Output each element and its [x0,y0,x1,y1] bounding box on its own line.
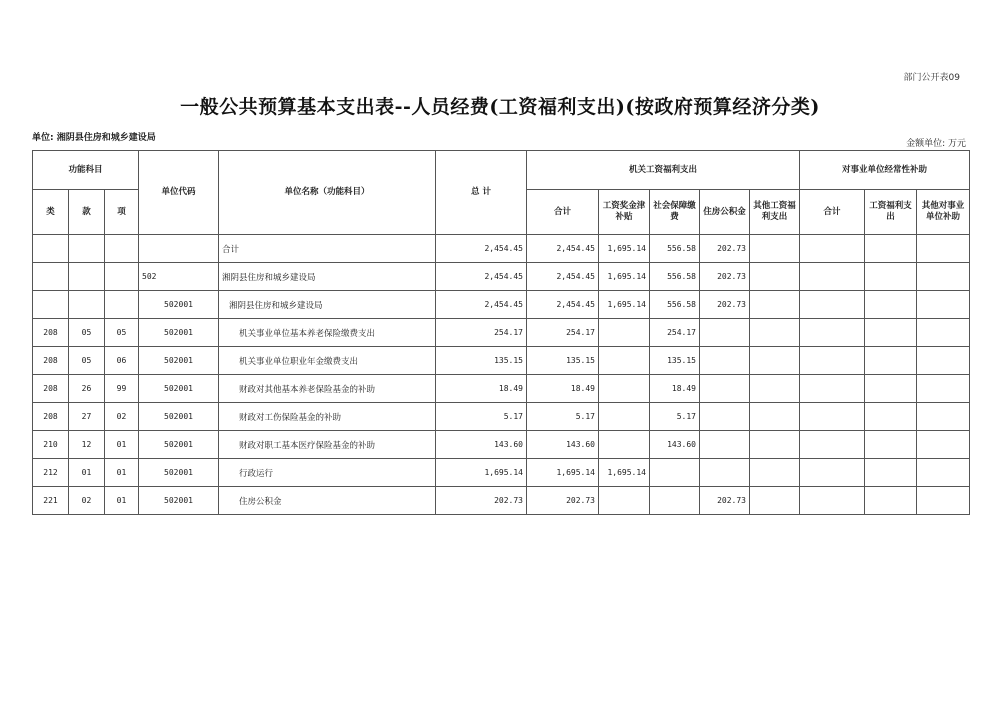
table-row [33,319,970,347]
cell-xiang: 99 [105,375,139,403]
currency-label: 金额单位: 万元 [906,139,966,149]
cell-total: 2,454.45 [436,291,527,319]
cell-code: 502001 [139,487,219,515]
cell-g1-other [750,263,800,291]
header-code: 单位代码 [139,151,219,235]
cell-g2-other [917,403,970,431]
table-row [33,459,970,487]
cell-code: 502001 [139,403,219,431]
cell-xiang: 02 [105,403,139,431]
cell-g1-total: 5.17 [527,403,599,431]
cell-g2-total [800,347,865,375]
cell-total: 254.17 [436,319,527,347]
cell-xiang [105,291,139,319]
header-g1-housing: 住房公积金 [700,190,750,235]
cell-g1-salary [599,319,650,347]
cell-g1-housing [700,403,750,431]
cell-g1-social [650,459,700,487]
cell-g2-salary [865,487,917,515]
cell-g1-other [750,431,800,459]
cell-g1-total: 202.73 [527,487,599,515]
cell-total: 2,454.45 [436,235,527,263]
cell-g2-salary [865,263,917,291]
cell-lei: 208 [33,319,69,347]
cell-g1-housing [700,347,750,375]
cell-kuan: 01 [69,459,105,487]
cell-kuan: 26 [69,375,105,403]
cell-code: 502001 [139,319,219,347]
cell-g2-other [917,235,970,263]
cell-g1-other [750,403,800,431]
cell-g2-total [800,487,865,515]
cell-code: 502001 [139,431,219,459]
page-title: 一般公共预算基本支出表--人员经费(工资福利支出)(按政府预算经济分类) [180,96,820,118]
table-row [33,431,970,459]
cell-g2-total [800,319,865,347]
cell-code [139,235,219,263]
cell-g2-total [800,235,865,263]
cell-xiang: 06 [105,347,139,375]
cell-code: 502001 [139,459,219,487]
cell-g2-salary [865,403,917,431]
cell-xiang [105,235,139,263]
cell-g2-other [917,459,970,487]
cell-g1-other [750,347,800,375]
cell-xiang: 05 [105,319,139,347]
header-total: 总 计 [436,151,527,235]
cell-lei: 208 [33,403,69,431]
cell-g1-other [750,291,800,319]
cell-g1-total: 135.15 [527,347,599,375]
cell-code: 502 [139,263,219,291]
cell-total: 2,454.45 [436,263,527,291]
cell-name: 财政对职工基本医疗保险基金的补助 [219,431,436,459]
cell-g1-social: 556.58 [650,235,700,263]
cell-total: 18.49 [436,375,527,403]
cell-g1-other [750,319,800,347]
cell-g1-total: 2,454.45 [527,291,599,319]
cell-g2-total [800,403,865,431]
cell-g1-housing: 202.73 [700,487,750,515]
cell-kuan [69,235,105,263]
table-row [33,487,970,515]
cell-g1-social: 556.58 [650,291,700,319]
cell-g1-social: 5.17 [650,403,700,431]
cell-g1-housing [700,319,750,347]
cell-g1-salary [599,403,650,431]
header-g2-total: 合计 [800,190,865,235]
cell-g1-social: 143.60 [650,431,700,459]
table-row [33,235,970,263]
cell-g2-other [917,319,970,347]
cell-xiang: 01 [105,487,139,515]
cell-total: 1,695.14 [436,459,527,487]
header-group2: 对事业单位经常性补助 [800,151,970,190]
cell-kuan: 05 [69,319,105,347]
cell-g2-salary [865,347,917,375]
cell-g1-salary: 1,695.14 [599,459,650,487]
cell-lei: 208 [33,375,69,403]
cell-g2-other [917,375,970,403]
cell-g1-salary: 1,695.14 [599,235,650,263]
cell-code: 502001 [139,291,219,319]
cell-g1-social [650,487,700,515]
cell-g2-other [917,431,970,459]
cell-name: 合计 [219,235,436,263]
table-row [33,263,970,291]
cell-xiang [105,263,139,291]
cell-g1-salary [599,487,650,515]
cell-g2-salary [865,319,917,347]
cell-g2-salary [865,375,917,403]
cell-kuan: 27 [69,403,105,431]
cell-g1-salary: 1,695.14 [599,291,650,319]
cell-g1-social: 556.58 [650,263,700,291]
cell-g1-housing [700,375,750,403]
budget-table [32,150,970,515]
cell-xiang: 01 [105,459,139,487]
table-row [33,291,970,319]
cell-g1-other [750,235,800,263]
cell-kuan: 05 [69,347,105,375]
cell-g2-total [800,431,865,459]
table-row [33,375,970,403]
cell-lei: 210 [33,431,69,459]
cell-g2-total [800,375,865,403]
cell-g2-total [800,459,865,487]
cell-lei [33,235,69,263]
cell-name: 湘阴县住房和城乡建设局 [219,263,436,291]
cell-g2-total [800,291,865,319]
cell-code: 502001 [139,347,219,375]
cell-total: 202.73 [436,487,527,515]
cell-g2-other [917,487,970,515]
cell-name: 机关事业单位职业年金缴费支出 [219,347,436,375]
cell-total: 5.17 [436,403,527,431]
unit-label: 单位: 湘阴县住房和城乡建设局 [32,133,156,143]
form-tag: 部门公开表09 [903,73,960,83]
cell-g1-housing: 202.73 [700,291,750,319]
cell-name: 湘阴县住房和城乡建设局 [219,291,436,319]
cell-g2-other [917,263,970,291]
header-g1-salary: 工资奖金津补贴 [599,190,650,235]
cell-g1-total: 1,695.14 [527,459,599,487]
cell-g1-salary [599,431,650,459]
cell-name: 行政运行 [219,459,436,487]
cell-g1-other [750,487,800,515]
cell-g2-total [800,263,865,291]
cell-g1-total: 2,454.45 [527,263,599,291]
cell-g1-housing [700,431,750,459]
cell-g1-total: 2,454.45 [527,235,599,263]
cell-g2-salary [865,291,917,319]
header-group1: 机关工资福利支出 [527,151,800,190]
cell-kuan: 02 [69,487,105,515]
cell-code: 502001 [139,375,219,403]
header-xiang: 项 [105,190,139,235]
cell-g1-social: 135.15 [650,347,700,375]
cell-g1-other [750,375,800,403]
header-g1-other: 其他工资福利支出 [750,190,800,235]
header-g2-salary: 工资福利支出 [865,190,917,235]
cell-g1-social: 18.49 [650,375,700,403]
cell-g1-housing: 202.73 [700,235,750,263]
cell-g1-salary [599,375,650,403]
cell-total: 135.15 [436,347,527,375]
cell-kuan: 12 [69,431,105,459]
table-row [33,403,970,431]
cell-g2-salary [865,431,917,459]
header-g2-other: 其他对事业单位补助 [917,190,970,235]
cell-g1-total: 254.17 [527,319,599,347]
cell-lei: 208 [33,347,69,375]
header-name: 单位名称（功能科目） [219,151,436,235]
cell-g1-total: 143.60 [527,431,599,459]
cell-g1-total: 18.49 [527,375,599,403]
cell-lei [33,291,69,319]
header-g1-social: 社会保障缴费 [650,190,700,235]
cell-total: 143.60 [436,431,527,459]
cell-g1-social: 254.17 [650,319,700,347]
cell-g1-housing: 202.73 [700,263,750,291]
header-func: 功能科目 [33,151,139,190]
header-g1-total: 合计 [527,190,599,235]
cell-g2-salary [865,459,917,487]
cell-g2-other [917,347,970,375]
header-kuan: 款 [69,190,105,235]
cell-g1-other [750,459,800,487]
cell-name: 财政对其他基本养老保险基金的补助 [219,375,436,403]
cell-xiang: 01 [105,431,139,459]
cell-name: 财政对工伤保险基金的补助 [219,403,436,431]
cell-kuan [69,291,105,319]
cell-name: 住房公积金 [219,487,436,515]
cell-g1-housing [700,459,750,487]
cell-g1-salary: 1,695.14 [599,263,650,291]
cell-g2-other [917,291,970,319]
cell-name: 机关事业单位基本养老保险缴费支出 [219,319,436,347]
cell-g2-salary [865,235,917,263]
header-lei: 类 [33,190,69,235]
cell-lei: 212 [33,459,69,487]
cell-kuan [69,263,105,291]
table-row [33,347,970,375]
cell-lei: 221 [33,487,69,515]
cell-lei [33,263,69,291]
cell-g1-salary [599,347,650,375]
